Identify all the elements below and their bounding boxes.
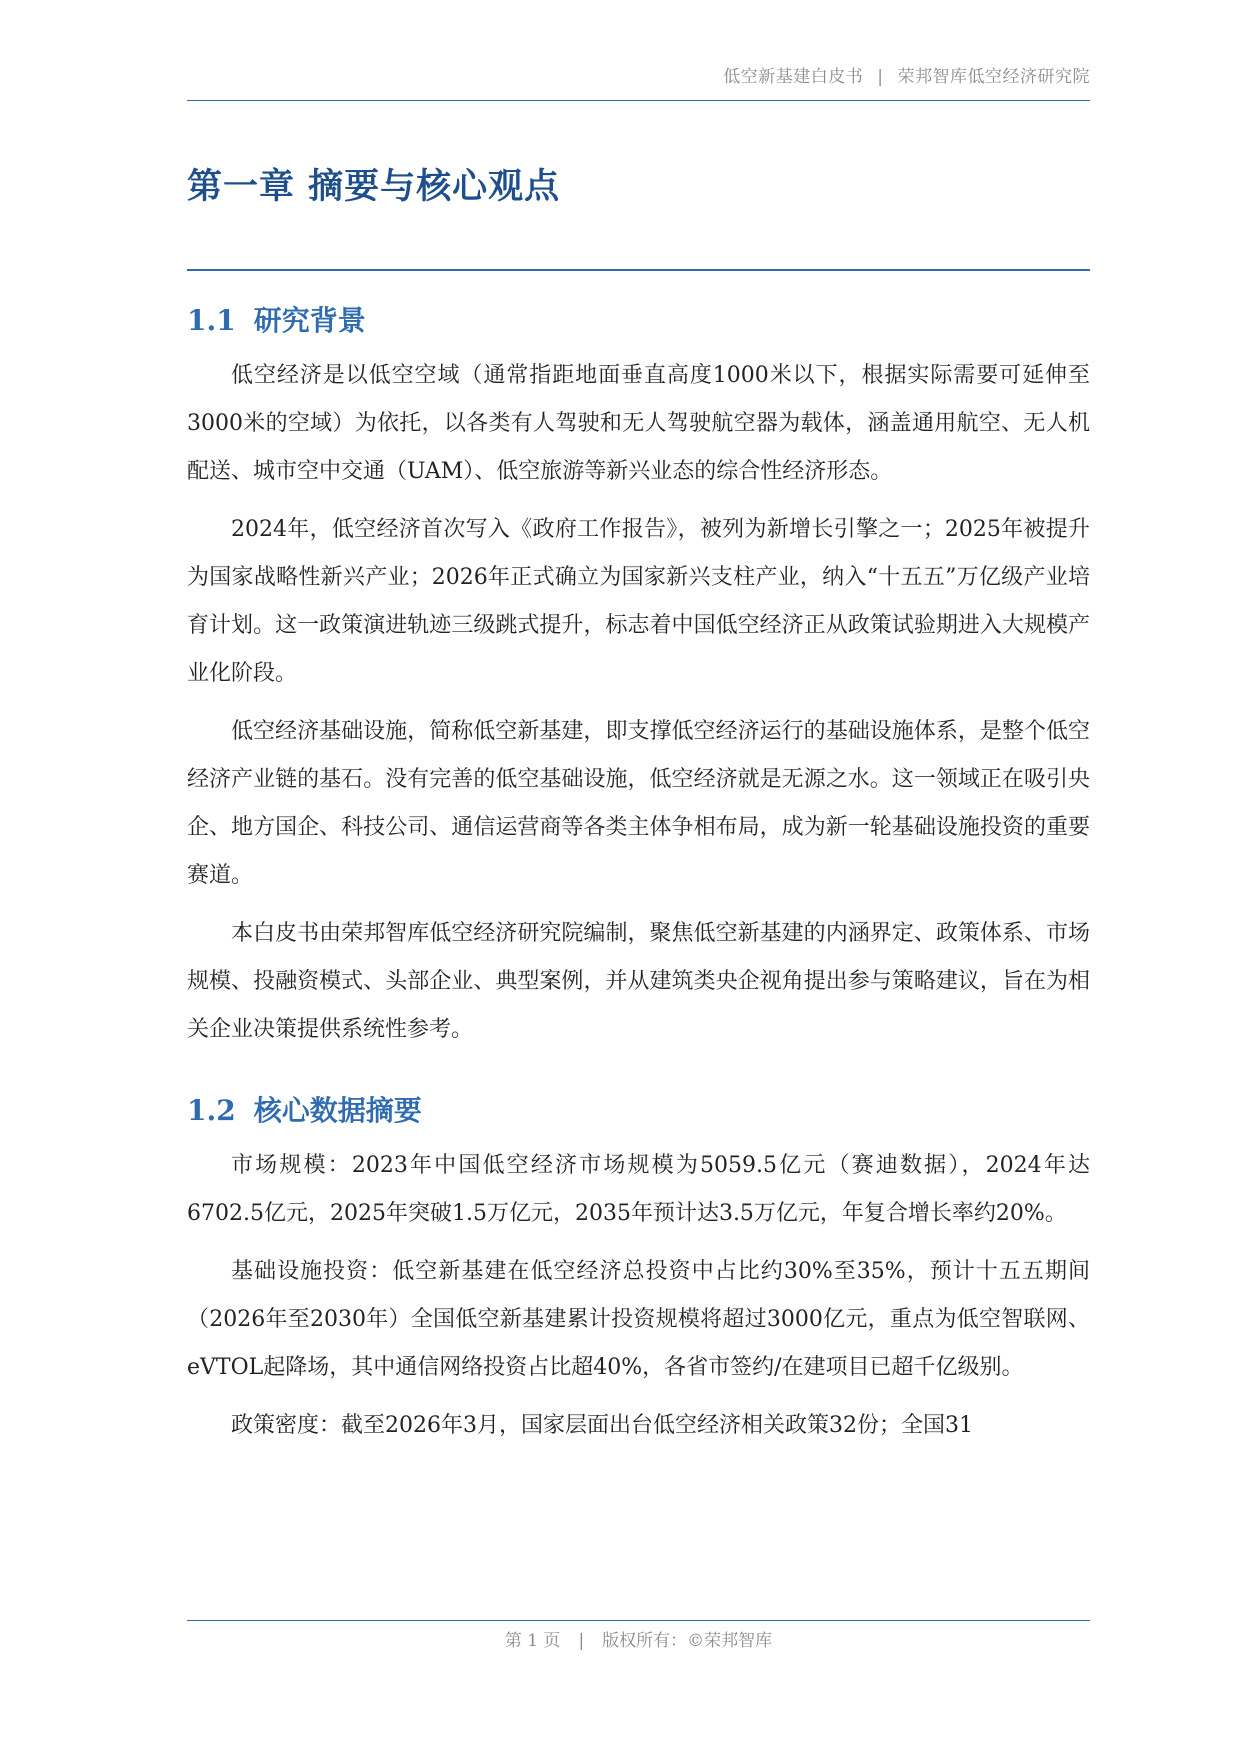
section-heading-1-2: [187, 1086, 1090, 1136]
paragraph: 低空经济是以低空空域（通常指距地面垂直高度1000米以下，根据实际需要可延伸至3000米的空域）为依托，以各类有人驾驶和无人驾驶航空器为载体，涵盖通用航空、无人机配送、城市空中交通（UAM）、低空旅游等新兴业态的综合性经济形态。: [187, 363, 1090, 484]
footer-divider: [187, 1620, 1090, 1621]
paragraph: 市场规模：2023年中国低空经济市场规模为5059.5亿元（赛迪数据），2024年达6702.5亿元，2025年突破1.5万亿元，2035年预计达3.5万亿元，年复合增长率约20%。: [187, 1153, 1090, 1226]
paragraph: 政策密度：截至2026年3月，国家层面出台低空经济相关政策32份；全国31: [231, 1413, 973, 1438]
main-content: [187, 296, 1090, 1460]
section-heading-1-1: [187, 296, 1090, 346]
paragraph: 本白皮书由荣邦智库低空经济研究院编制，聚焦低空新基建的内涵界定、政策体系、市场规模、投融资模式、头部企业、典型案例，并从建筑类央企视角提出参与策略建议，旨在为相关企业决策提供系统性参考。: [187, 921, 1090, 1042]
section-title: 研究背景: [253, 304, 366, 337]
chapter-divider: [187, 269, 1090, 271]
section-title: 核心数据摘要: [253, 1094, 422, 1127]
paragraph: 低空经济基础设施，简称低空新基建，即支撑低空经济运行的基础设施体系，是整个低空经济产业链的基石。没有完善的低空基础设施，低空经济就是无源之水。这一领域正在吸引央企、地方国企、科技公司、通信运营商等各类主体争相布局，成为新一轮基础设施投资的重要赛道。: [187, 719, 1090, 888]
paragraph: 基础设施投资：低空新基建在低空经济总投资中占比约30%至35%，预计十五五期间（2026年至2030年）全国低空新基建累计投资规模将超过3000亿元，重点为低空智联网、eVTOL起降场，其中通信网络投资占比超40%，各省市签约/在建项目已超千亿级别。: [187, 1259, 1090, 1380]
paragraph: 2024年，低空经济首次写入《政府工作报告》，被列为新增长引擎之一；2025年被提升为国家战略性新兴产业；2026年正式确立为国家新兴支柱产业，纳入“十五五”万亿级产业培育计划。这一政策演进轨迹三级跳式提升，标志着中国低空经济正从政策试验期进入大规模产业化阶段。: [187, 517, 1090, 686]
section-spacer: [187, 1064, 1090, 1086]
section-number: 1.2: [187, 1094, 236, 1127]
page-header: [187, 64, 1090, 101]
chapter-title: 第一章 摘要与核心观点: [187, 166, 561, 207]
header-org: 荣邦智库低空经济研究院: [897, 67, 1090, 87]
header-separator: |: [877, 67, 884, 87]
footer-separator: |: [578, 1631, 585, 1651]
page-number: 第 1 页: [504, 1631, 561, 1651]
section-number: 1.1: [187, 304, 236, 337]
header-doc-title: 低空新基建白皮书: [723, 67, 864, 87]
copyright-text: 版权所有：©荣邦智库: [602, 1631, 773, 1651]
page-footer: [187, 1628, 1090, 1654]
